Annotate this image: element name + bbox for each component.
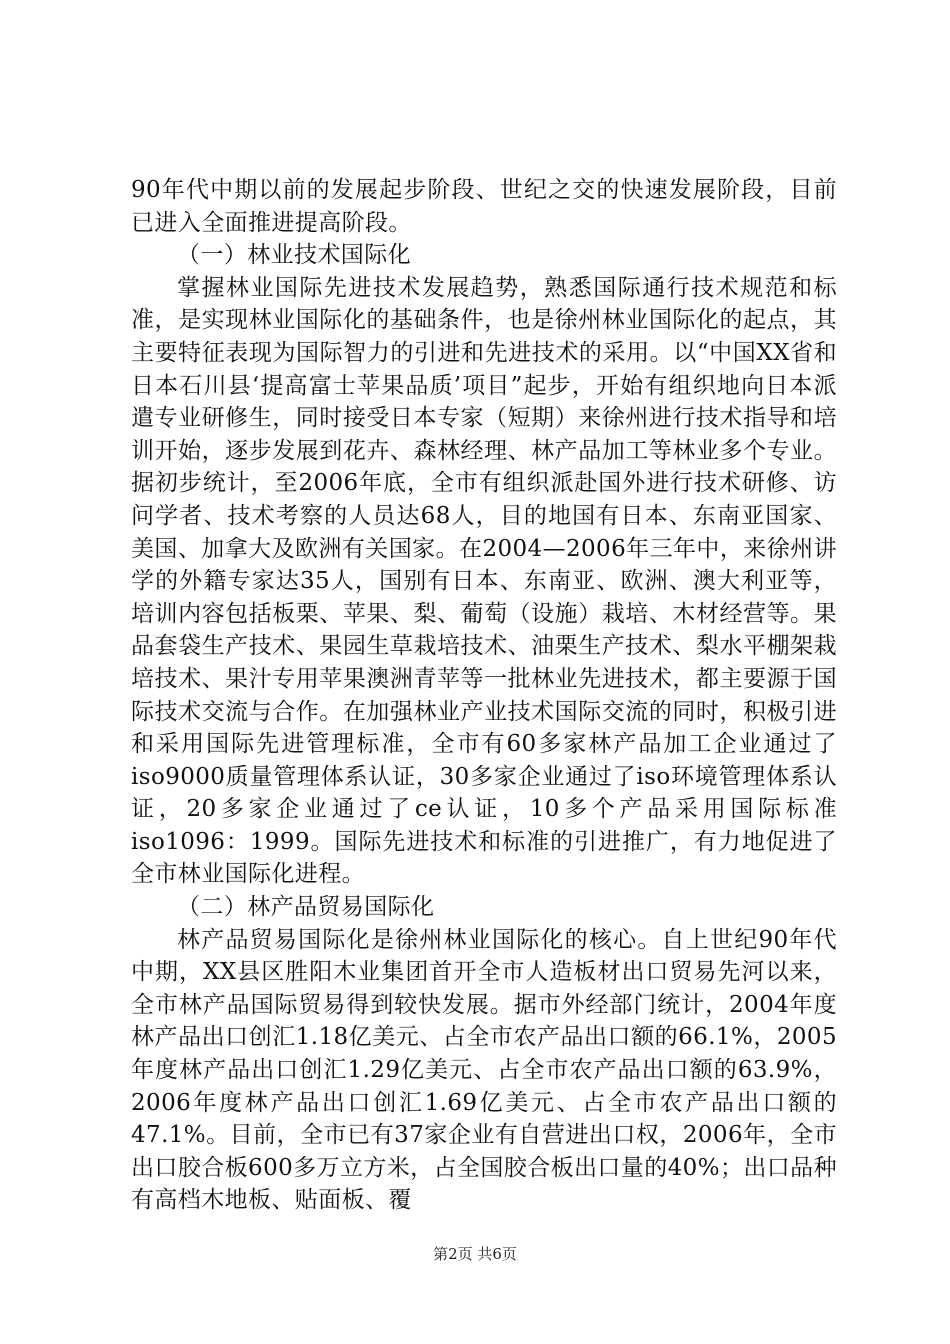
paragraph-tech: 掌握林业国际先进技术发展趋势，熟悉国际通行技术规范和标准，是实现林业国际化的基础条件，也是徐州林业国际化的起点，其主要特征表现为国际智力的引进和先进技术的采用。以“中国XX省和日本石川县‘提高富士苹果品质’项目”起步，开始有组织地向日本派遣专业研修生，同时接受日本专家（短期）来徐州进行技术指导和培训开始，逐步发展到花卉、森林经理、林产品加工等林业多个专业。据初步统计，至2006年底，全市有组织派赴国外进行技术研修、访问学者、技术考察的人员达68人，目的地国有日本、东南亚国家、美国、加拿大及欧洲有关国家。在2004—2006年三年中，来徐州讲学的外籍专家达35人，国别有日本、东南亚、欧洲、澳大利亚等，培训内容包括板栗、苹果、梨、葡萄（设施）栽培、木材经营等。果品套袋生产技术、果园生草栽培技术、油栗生产技术、梨水平棚架栽培技术、果汁专用苹果澳洲青苹等一批林业先进技术，都主要源于国际技术交流与合作。在加强林业产业技术国际交流的同时，积极引进和采用国际先进管理标准，全市有60多家林产品加工企业通过了iso9000质量管理体系认证，30多家企业通过了iso环境管理体系认证，20多家企业通过了ce认证，10多个产品采用国际标准iso1096：1999。国际先进技术和标准的引进推广，有力地促进了全市林业国际化进程。 bbox=[131, 274, 837, 888]
paragraph-continuation: 90年代中期以前的发展起步阶段、世纪之交的快速发展阶段，目前已进入全面推进提高阶段。 bbox=[131, 177, 837, 236]
body-text bbox=[131, 174, 837, 1217]
section-heading-tech: （一）林业技术国际化 bbox=[177, 242, 411, 269]
section-heading-trade: （二）林产品贸易国际化 bbox=[177, 894, 435, 921]
page-footer: 第2页 共6页 bbox=[433, 1245, 517, 1263]
paragraph-trade: 林产品贸易国际化是徐州林业国际化的核心。自上世纪90年代中期，XX县区胜阳木业集团首开全市人造板材出口贸易先河以来，全市林产品国际贸易得到较快发展。据市外经部门统计，2004年度林产品出口创汇1.18亿美元、占全市农产品出口额的66.1%，2005年度林产品出口创汇1.29亿美元、占全市农产品出口额的63.9%，2006年度林产品出口创汇1.69亿美元、占全市农产品出口额的47.1%。目前，全市已有37家企业有自营进出口权，2006年，全市出口胶合板600多万立方米，占全国胶合板出口量的40%；出口品种有高档木地板、贴面板、覆 bbox=[131, 926, 837, 1214]
